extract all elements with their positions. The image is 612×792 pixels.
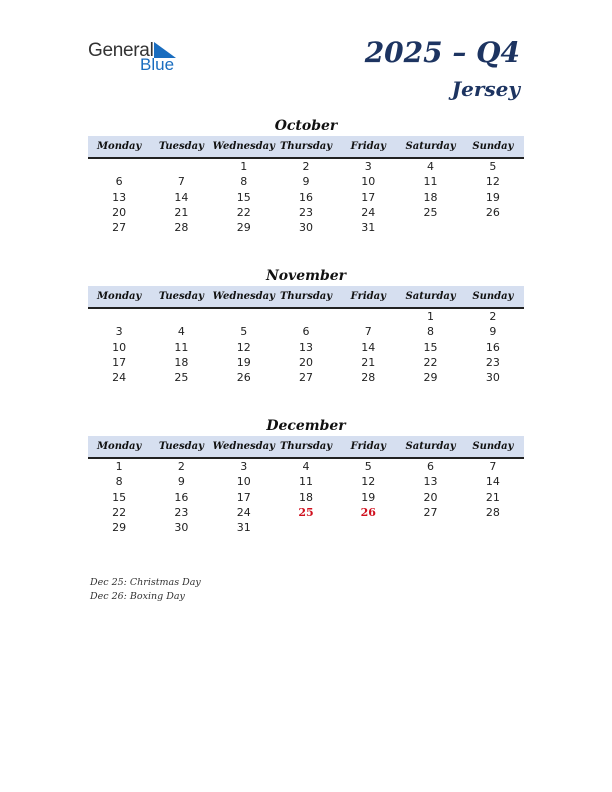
- weekday-label: Thursday: [279, 141, 333, 152]
- week-row: [88, 459, 524, 474]
- weekday-label: Monday: [96, 441, 142, 452]
- day-cell: 23: [174, 506, 189, 520]
- day-cell: 29: [236, 221, 251, 235]
- week-row: [88, 505, 524, 520]
- week-row: [88, 309, 524, 324]
- month-december: [88, 416, 524, 535]
- weekday-label: Sunday: [472, 141, 514, 152]
- week-row: [88, 340, 524, 355]
- weekday-label: Thursday: [279, 441, 333, 452]
- day-cell: 17: [112, 356, 127, 370]
- day-cell: 17: [236, 490, 251, 504]
- day-cell: 3: [364, 160, 372, 174]
- day-cell: 3: [240, 460, 248, 474]
- day-cell: 12: [236, 340, 251, 354]
- day-cell: 24: [112, 371, 127, 385]
- day-cell: 7: [364, 325, 372, 339]
- day-cell: 27: [423, 506, 438, 520]
- day-cell: 30: [298, 221, 313, 235]
- holiday-notes: [90, 576, 201, 604]
- day-cell: 30: [485, 371, 500, 385]
- day-cell: 10: [361, 175, 376, 189]
- day-cell: 23: [485, 356, 500, 370]
- day-cell: 22: [112, 506, 127, 520]
- week-row: [88, 190, 524, 205]
- weekday-label: Tuesday: [158, 441, 204, 452]
- day-cell: 13: [298, 340, 313, 354]
- day-cell: 15: [423, 340, 438, 354]
- day-cell: 31: [236, 521, 251, 535]
- day-cell: 18: [423, 190, 438, 204]
- day-cell: 9: [302, 175, 310, 189]
- weekday-label: Saturday: [405, 291, 456, 302]
- day-cell: 21: [361, 356, 376, 370]
- weekday-header: [88, 436, 524, 459]
- weekday-label: Sunday: [472, 291, 514, 302]
- day-cell: 3: [115, 325, 123, 339]
- day-cell: 8: [115, 475, 123, 489]
- logo-word-blue: Blue: [140, 55, 175, 74]
- day-cell: 11: [423, 175, 438, 189]
- weekday-label: Saturday: [405, 441, 456, 452]
- weekday-label: Saturday: [405, 141, 456, 152]
- day-cell: 29: [423, 371, 438, 385]
- day-cell: 4: [302, 460, 310, 474]
- day-cell: 25: [298, 506, 314, 520]
- day-cell: 28: [174, 221, 189, 235]
- day-cell: 6: [427, 460, 435, 474]
- day-cell: 26: [485, 206, 500, 220]
- holiday-note: Dec 25: Christmas Day: [90, 577, 201, 588]
- weekday-label: Tuesday: [158, 141, 204, 152]
- day-cell: 10: [236, 475, 251, 489]
- month-name: November: [265, 268, 347, 284]
- month-november: [88, 266, 524, 385]
- day-cell: 13: [423, 475, 438, 489]
- day-cell: 24: [361, 206, 376, 220]
- day-cell: 23: [298, 206, 313, 220]
- week-row: [88, 490, 524, 505]
- day-cell: 20: [298, 356, 313, 370]
- weekday-label: Tuesday: [158, 291, 204, 302]
- day-cell: 2: [177, 460, 185, 474]
- day-cell: 15: [112, 490, 127, 504]
- day-cell: 25: [423, 206, 438, 220]
- page-title: 2025 – Q4: [364, 36, 520, 69]
- day-cell: 10: [112, 340, 127, 354]
- day-cell: 5: [240, 325, 248, 339]
- week-row: [88, 159, 524, 174]
- holiday-note: Dec 26: Boxing Day: [90, 591, 185, 602]
- weekday-label: Monday: [96, 291, 142, 302]
- day-cell: 18: [298, 490, 313, 504]
- day-cell: 13: [112, 190, 127, 204]
- day-cell: 1: [115, 460, 123, 474]
- month-grid: [88, 309, 524, 385]
- weekday-label: Thursday: [279, 291, 333, 302]
- logo-word-general: General: [88, 40, 154, 61]
- week-row: [88, 474, 524, 489]
- day-cell: 4: [427, 160, 435, 174]
- day-cell: 15: [236, 190, 251, 204]
- day-cell: 11: [298, 475, 313, 489]
- week-row: [88, 220, 524, 235]
- day-cell: 16: [485, 340, 500, 354]
- day-cell: 19: [485, 190, 500, 204]
- page-subtitle: Jersey: [451, 77, 520, 101]
- weekday-header: [88, 136, 524, 159]
- day-cell: 25: [174, 371, 189, 385]
- day-cell: 27: [112, 221, 127, 235]
- weekday-label: Wednesday: [212, 441, 275, 452]
- day-cell: 17: [361, 190, 376, 204]
- week-row: [88, 520, 524, 535]
- day-cell: 14: [174, 190, 189, 204]
- day-cell: 18: [174, 356, 189, 370]
- weekday-label: Wednesday: [212, 141, 275, 152]
- day-cell: 1: [427, 310, 435, 324]
- day-cell: 8: [240, 175, 248, 189]
- day-cell: 26: [360, 506, 376, 520]
- day-cell: 28: [485, 506, 500, 520]
- day-cell: 20: [423, 490, 438, 504]
- weekday-header: [88, 286, 524, 309]
- weekday-label: Monday: [96, 141, 142, 152]
- day-cell: 9: [177, 475, 185, 489]
- day-cell: 16: [298, 190, 313, 204]
- day-cell: 8: [427, 325, 435, 339]
- day-cell: 2: [302, 160, 310, 174]
- day-cell: 16: [174, 490, 189, 504]
- weekday-label: Friday: [350, 141, 386, 152]
- day-cell: 28: [361, 371, 376, 385]
- day-cell: 19: [236, 356, 251, 370]
- month-grid: [88, 459, 524, 535]
- week-row: [88, 355, 524, 370]
- month-name: December: [266, 418, 346, 434]
- day-cell: 6: [302, 325, 310, 339]
- day-cell: 29: [112, 521, 127, 535]
- week-row: [88, 324, 524, 339]
- day-cell: 12: [485, 175, 500, 189]
- general-blue-logo: [88, 40, 188, 76]
- week-row: [88, 205, 524, 220]
- day-cell: 4: [177, 325, 185, 339]
- day-cell: 12: [361, 475, 376, 489]
- day-cell: 19: [361, 490, 376, 504]
- month-grid: [88, 159, 524, 235]
- day-cell: 21: [485, 490, 500, 504]
- weekday-label: Wednesday: [212, 291, 275, 302]
- day-cell: 11: [174, 340, 189, 354]
- week-row: [88, 370, 524, 385]
- day-cell: 31: [361, 221, 376, 235]
- day-cell: 22: [423, 356, 438, 370]
- month-name: October: [274, 118, 338, 134]
- day-cell: 26: [236, 371, 251, 385]
- day-cell: 1: [240, 160, 248, 174]
- week-row: [88, 174, 524, 189]
- day-cell: 9: [489, 325, 497, 339]
- day-cell: 7: [489, 460, 497, 474]
- day-cell: 7: [177, 175, 185, 189]
- day-cell: 5: [364, 460, 372, 474]
- day-cell: 22: [236, 206, 251, 220]
- weekday-label: Sunday: [472, 441, 514, 452]
- day-cell: 14: [485, 475, 500, 489]
- day-cell: 24: [236, 506, 251, 520]
- weekday-label: Friday: [350, 441, 386, 452]
- day-cell: 30: [174, 521, 189, 535]
- day-cell: 20: [112, 206, 127, 220]
- day-cell: 6: [115, 175, 123, 189]
- month-october: [88, 116, 524, 235]
- day-cell: 21: [174, 206, 189, 220]
- day-cell: 14: [361, 340, 376, 354]
- day-cell: 27: [298, 371, 313, 385]
- day-cell: 2: [489, 310, 497, 324]
- weekday-label: Friday: [350, 291, 386, 302]
- day-cell: 5: [489, 160, 497, 174]
